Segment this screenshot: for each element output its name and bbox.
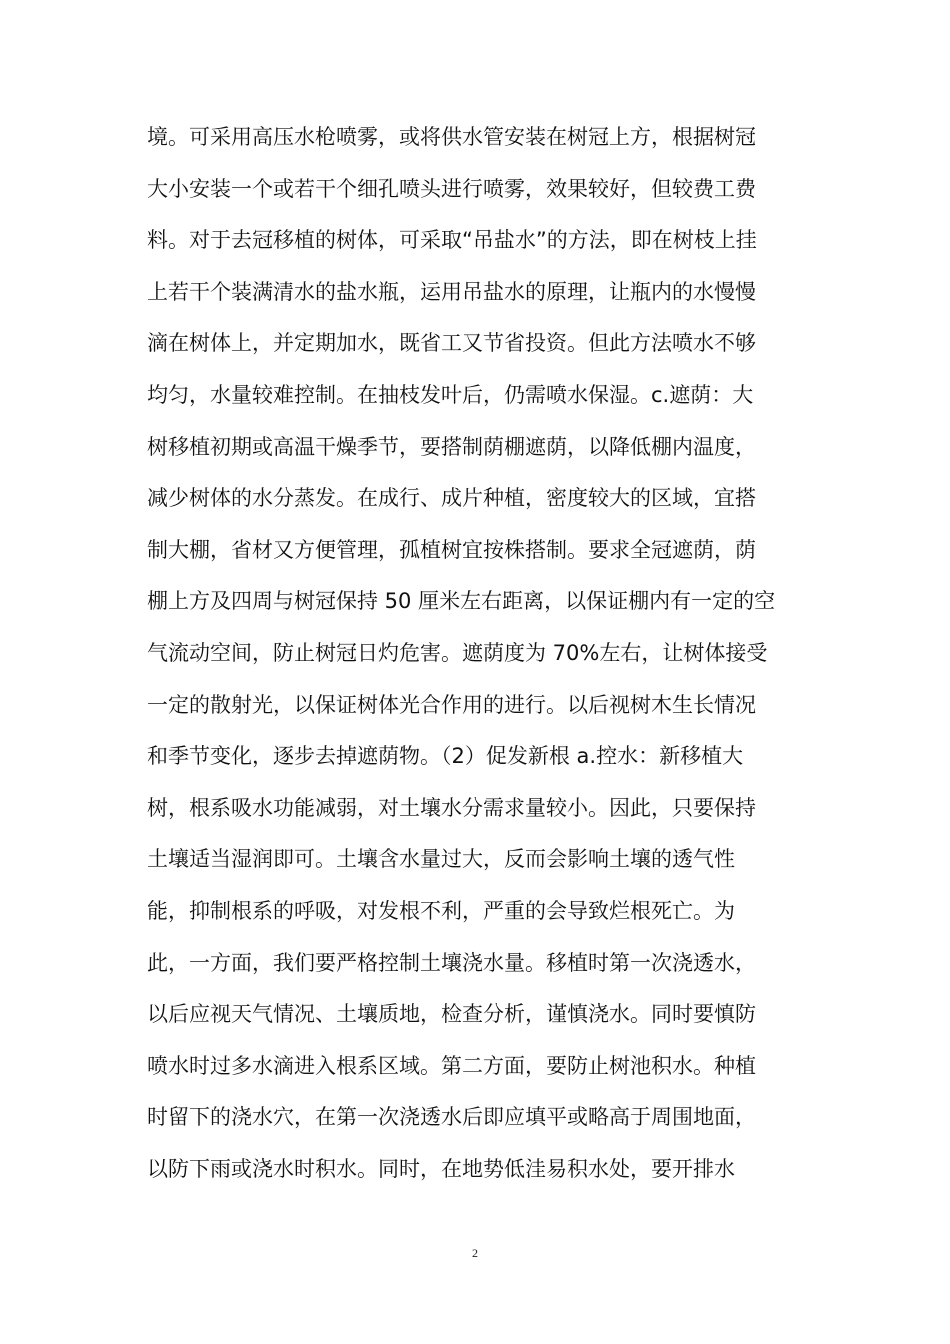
text-line: 滴在树体上，并定期加水，既省工又节省投资。但此方法喷水不够 — [147, 331, 756, 356]
text-line: 树移植初期或高温干燥季节，要搭制荫棚遮荫，以降低棚内温度， — [147, 434, 756, 459]
text-line: 以后应视天气情况、土壤质地，检查分析，谨慎浇水。同时要慎防 — [147, 1002, 756, 1027]
text-line: 和季节变化，逐步去掉遮荫物。（2）促发新根 a.控水：新移植大 — [147, 744, 744, 769]
text-line: 此，一方面，我们要严格控制土壤浇水量。移植时第一次浇透水， — [147, 950, 756, 975]
text-line: 均匀，水量较难控制。在抽枝发叶后，仍需喷水保湿。c.遮荫：大 — [147, 382, 754, 407]
body-text — [147, 112, 807, 1195]
text-line: 制大棚，省材又方便管理，孤植树宜按株搭制。要求全冠遮荫，荫 — [147, 537, 756, 562]
text-line: 料。对于去冠移植的树体，可采取“吊盐水”的方法，即在树枝上挂 — [147, 228, 757, 253]
text-line: 大小安装一个或若干个细孔喷头进行喷雾，效果较好，但较费工费 — [147, 176, 756, 201]
text-line: 时留下的浇水穴，在第一次浇透水后即应填平或略高于周围地面， — [147, 1105, 756, 1130]
text-line: 境。可采用高压水枪喷雾，或将供水管安装在树冠上方，根据树冠 — [147, 125, 756, 149]
text-line: 气流动空间，防止树冠日灼危害。遮荫度为 70%左右，让树体接受 — [147, 640, 768, 665]
text-line: 棚上方及四周与树冠保持 50 厘米左右距离，以保证棚内有一定的空 — [147, 589, 776, 614]
text-line: 上若干个装满清水的盐水瓶，运用吊盐水的原理，让瓶内的水慢慢 — [147, 279, 756, 304]
text-line: 以防下雨或浇水时积水。同时，在地势低洼易积水处，要开排水 — [147, 1156, 735, 1181]
text-line: 树，根系吸水功能减弱，对土壤水分需求量较小。因此，只要保持 — [147, 795, 756, 820]
text-line: 能，抑制根系的呼吸，对发根不利，严重的会导致烂根死亡。为 — [147, 898, 735, 923]
text-line: 土壤适当湿润即可。土壤含水量过大，反而会影响土壤的透气性 — [147, 847, 735, 872]
text-line: 减少树体的水分蒸发。在成行、成片种植，密度较大的区域，宜搭 — [147, 486, 756, 511]
page-number: 2 — [472, 1246, 478, 1260]
text-line: 一定的散射光，以保证树体光合作用的进行。以后视树木生长情况 — [147, 692, 756, 717]
text-line: 喷水时过多水滴进入根系区域。第二方面，要防止树池积水。种植 — [147, 1053, 756, 1078]
